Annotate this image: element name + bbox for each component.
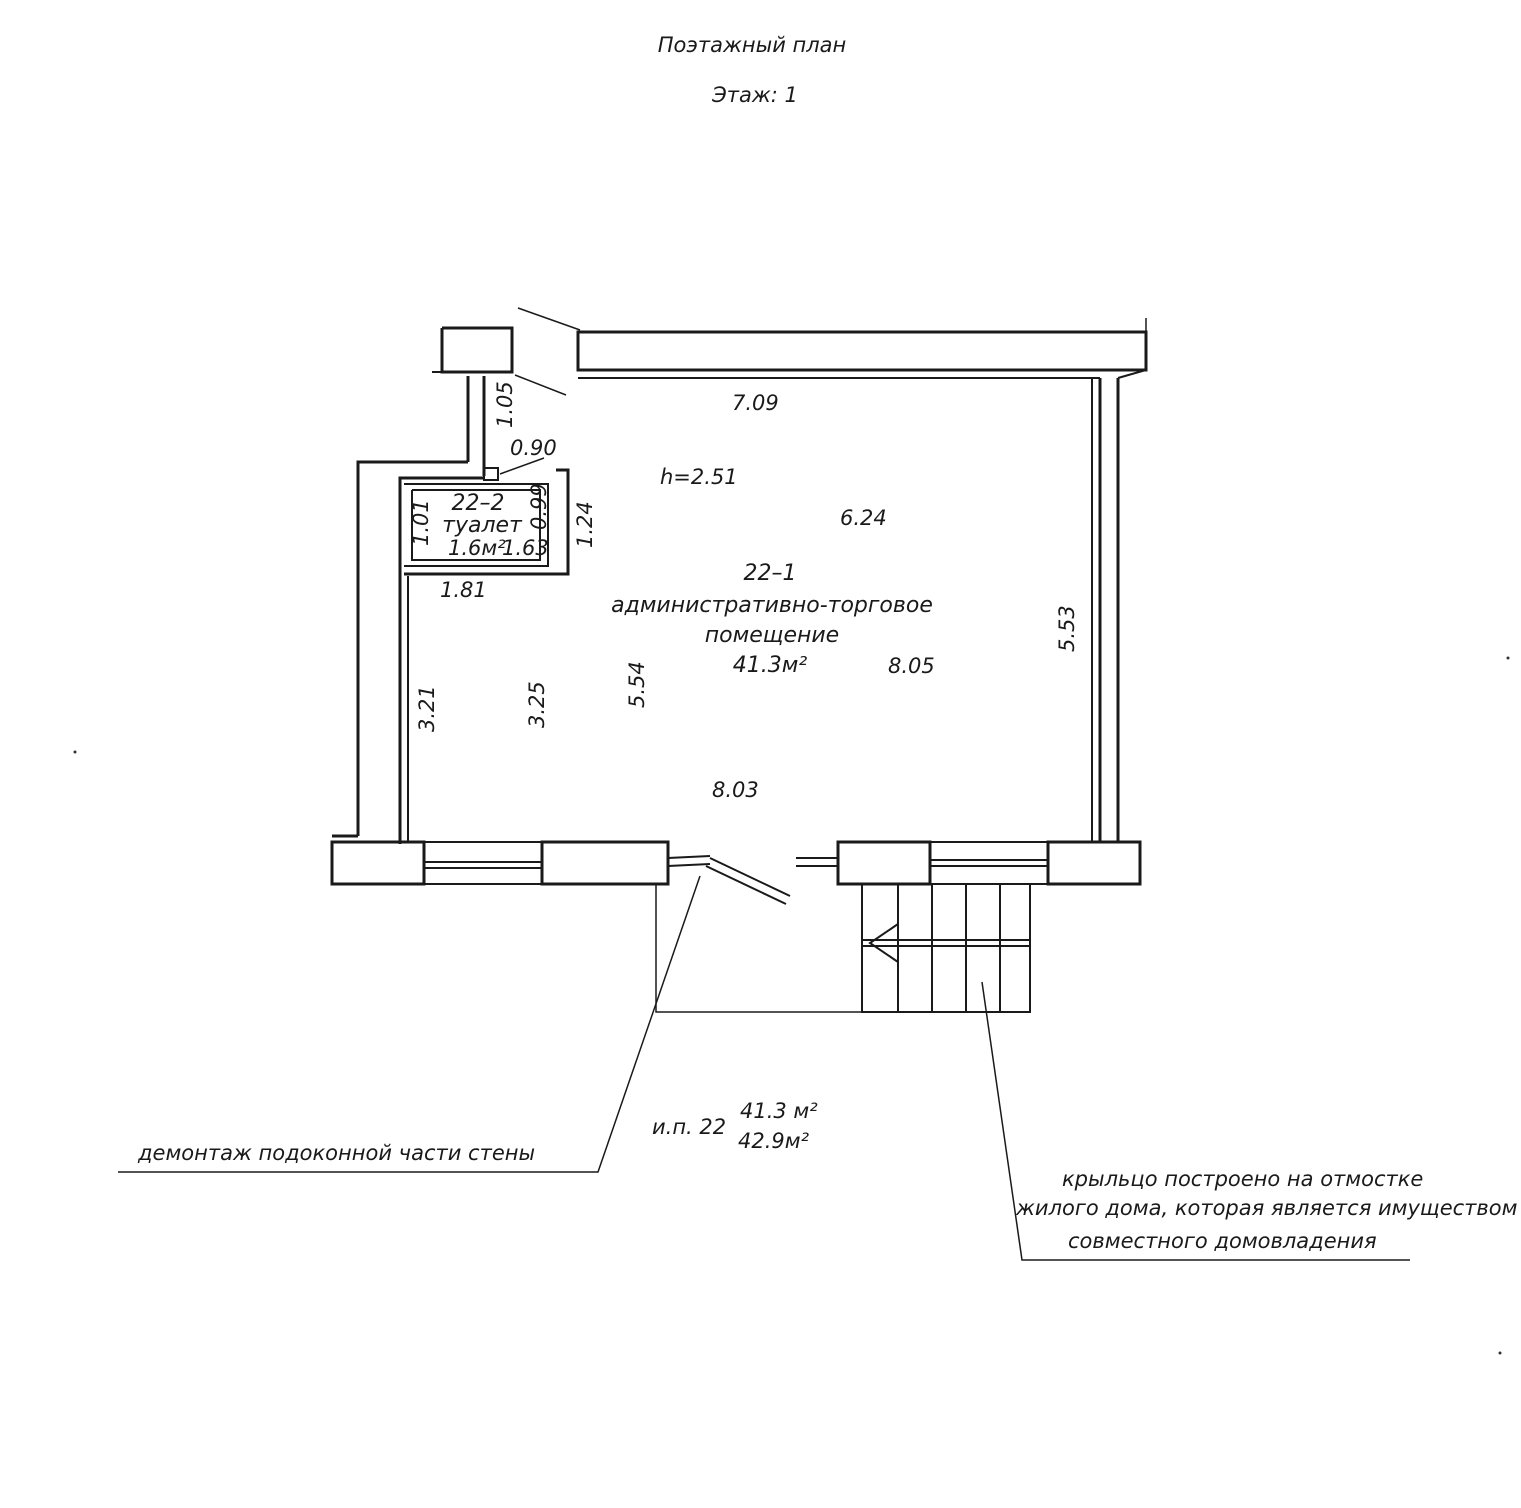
dim-099: 0.99 xyxy=(527,483,551,530)
room-toilet-area: 1.6м² xyxy=(448,536,506,560)
wall-bottom-right xyxy=(838,842,1140,884)
room-toilet-name: туалет xyxy=(442,513,522,538)
dim-624: 6.24 xyxy=(840,506,887,530)
dim-101: 1.01 xyxy=(409,499,433,546)
note-demolition: демонтаж подоконной части стены xyxy=(138,1141,536,1165)
summary-area2: 42.9м² xyxy=(738,1129,810,1153)
dim-554: 5.54 xyxy=(625,661,649,708)
wall-corridor xyxy=(468,376,484,476)
dim-325: 3.25 xyxy=(525,681,549,728)
scan-dot xyxy=(74,751,77,754)
room-toilet-number: 22–2 xyxy=(451,491,505,516)
dim-124: 1.24 xyxy=(573,501,597,548)
wall-right xyxy=(1092,370,1146,842)
dim-181: 1.81 xyxy=(440,578,487,602)
room-main-name-line2: помещение xyxy=(704,623,840,648)
room-main-area: 41.3м² xyxy=(732,653,808,678)
room-main-name-line1: административно-торговое xyxy=(611,593,933,618)
opening-diagonal-lower xyxy=(515,375,566,395)
wall-top-left xyxy=(432,328,512,372)
summary-area1: 41.3 м² xyxy=(740,1099,818,1123)
dim-805: 8.05 xyxy=(888,654,935,678)
demolition-leader xyxy=(118,876,700,1172)
porch xyxy=(656,884,1030,1012)
dim-right: 5.53 xyxy=(1055,605,1079,652)
dim-top: 7.09 xyxy=(732,391,779,415)
plan-title: Поэтажный план xyxy=(657,33,847,57)
dim-090: 0.90 xyxy=(510,436,557,460)
dim-163: 1.63 xyxy=(502,536,549,560)
ceiling-height: h=2.51 xyxy=(660,465,738,489)
summary-unit: и.п. 22 xyxy=(652,1115,727,1139)
room-main-number: 22–1 xyxy=(743,561,797,586)
dim-bottom: 8.03 xyxy=(712,778,759,802)
note-porch-line3: совместного домовладения xyxy=(1068,1229,1377,1253)
scan-dot xyxy=(1499,1352,1502,1355)
dim-105: 1.05 xyxy=(493,381,517,428)
wall-top xyxy=(578,318,1146,378)
stair-arrow-icon xyxy=(870,924,898,962)
dim-321: 3.21 xyxy=(415,685,439,732)
scan-dot xyxy=(1507,657,1510,660)
floor-label: Этаж: 1 xyxy=(712,83,798,107)
note-porch-line2: жилого дома, которая является имуществом xyxy=(1016,1196,1518,1220)
wall-bottom-left xyxy=(332,836,668,884)
note-porch-line1: крыльцо построено на отмостке xyxy=(1062,1167,1424,1191)
opening-diagonal xyxy=(518,308,580,330)
